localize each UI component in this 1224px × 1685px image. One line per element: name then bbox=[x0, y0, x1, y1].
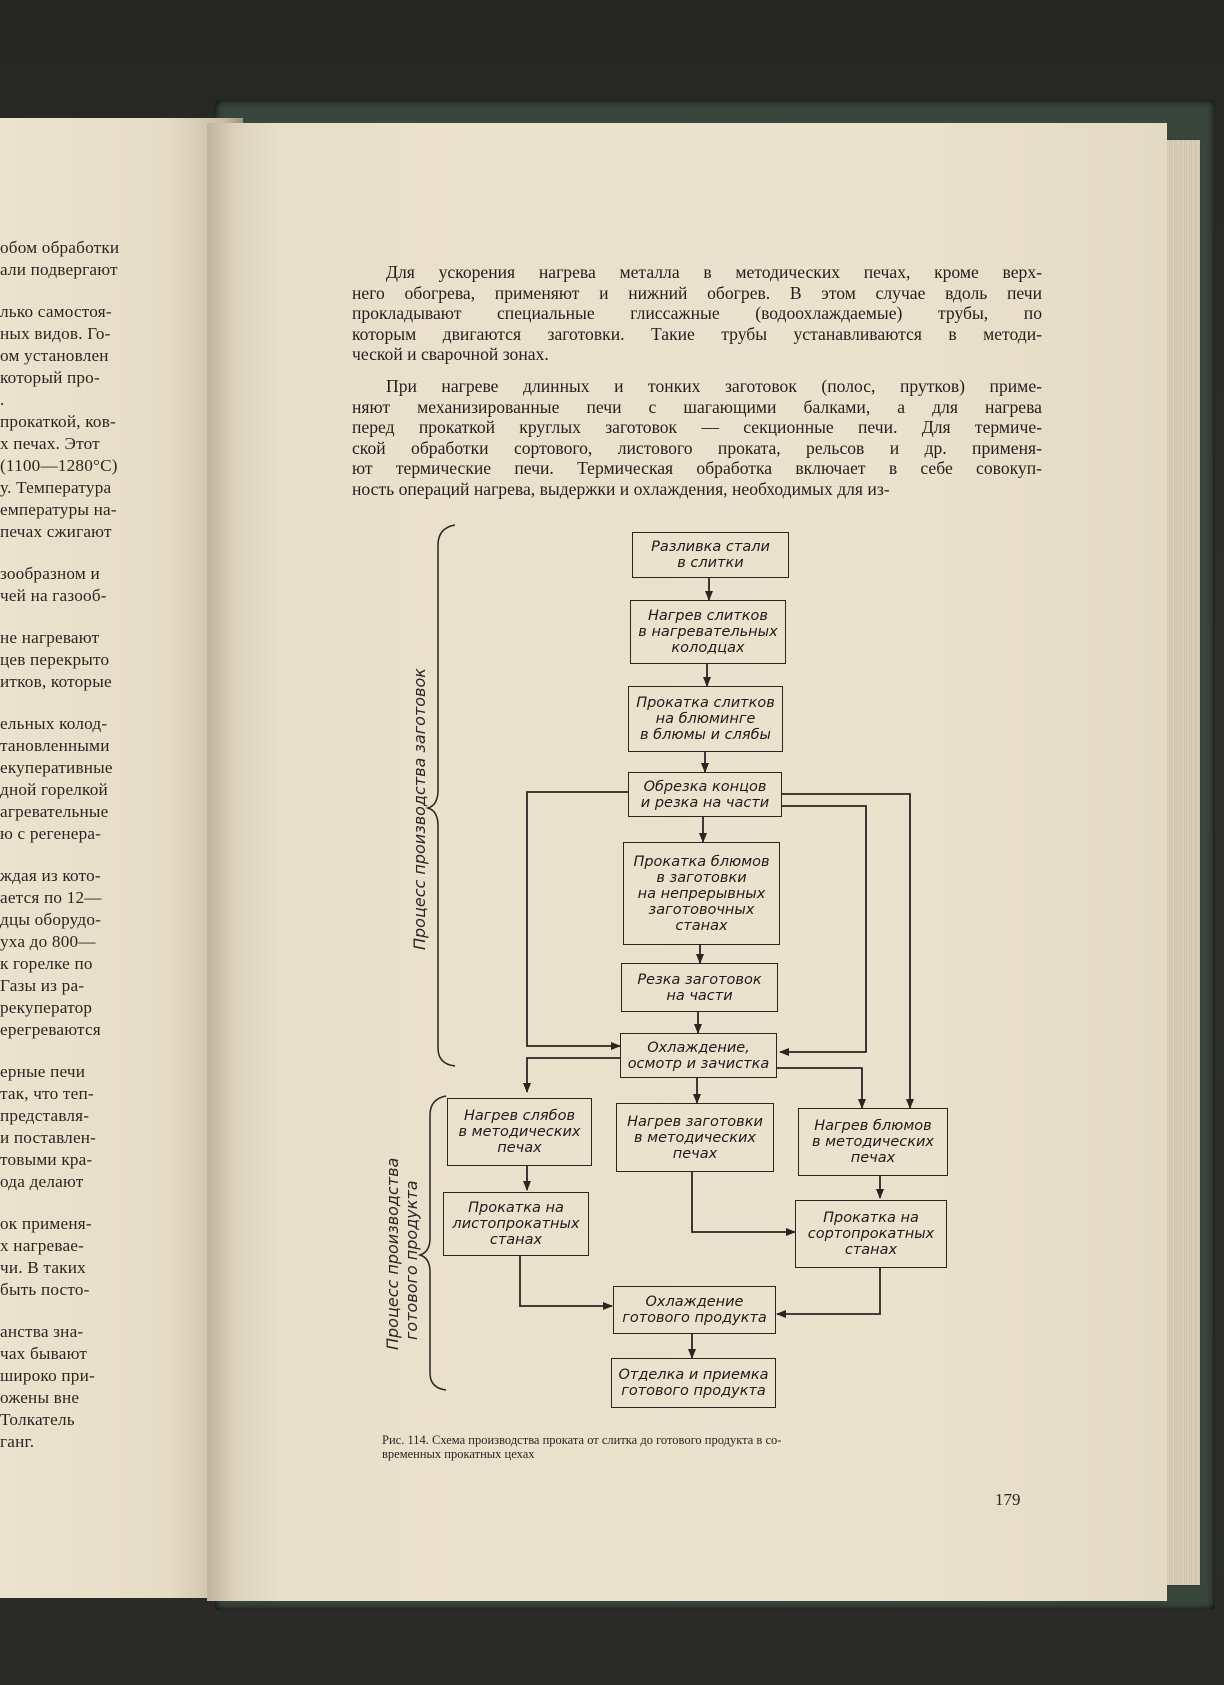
left-page-line: и поставлен- bbox=[0, 1128, 97, 1147]
left-page-line: к горелке по bbox=[0, 954, 93, 973]
left-page-line: ода делают bbox=[0, 1172, 84, 1191]
text-line: перед прокаткой круглых заготовок — секционные печи. Для термиче- bbox=[352, 417, 1042, 437]
box-otdelka: Отделка и приемка готового продукта bbox=[611, 1358, 776, 1408]
left-page-line: х печах. Этот bbox=[0, 434, 100, 453]
left-page-line: ждая из кото- bbox=[0, 866, 101, 885]
left-page-line: ерные печи bbox=[0, 1062, 86, 1081]
text-line: Для ускорения нагрева металла в методических печах, кроме верх- bbox=[386, 262, 1042, 282]
box-prokatka-list: Прокатка на листопрокатных станах bbox=[443, 1192, 589, 1256]
box-nagrev-slitkov: Нагрев слитков в нагревательных колодцах bbox=[630, 600, 786, 664]
left-page-line: Газы из ра- bbox=[0, 976, 85, 995]
left-page-line: анства зна- bbox=[0, 1322, 84, 1341]
arrow-to-slyabov bbox=[527, 1058, 624, 1092]
text-line: прокладывают специальные глиссажные (водоохлаждаемые) трубы, по bbox=[352, 303, 1042, 323]
page-number: 179 bbox=[995, 1490, 1021, 1509]
box-nagrev-blyumov: Нагрев блюмов в методических печах bbox=[798, 1108, 948, 1176]
arrow-list-to-cool bbox=[520, 1256, 612, 1306]
left-page-line: али подвергают bbox=[0, 260, 118, 279]
left-page-line: у. Температура bbox=[0, 478, 112, 497]
left-page-line: ается по 12— bbox=[0, 888, 102, 907]
text-line: которым двигаются заготовки. Такие трубы устанавливаются в методи- bbox=[352, 323, 1042, 344]
left-page-line: Толкатель bbox=[0, 1410, 75, 1429]
left-page-line: быть посто- bbox=[0, 1280, 90, 1299]
box-rezka: Резка заготовок на части bbox=[621, 963, 778, 1012]
left-page-line: ю с регенера- bbox=[0, 824, 102, 843]
box-prokatka-sort: Прокатка на сортопрокатных станах bbox=[795, 1200, 947, 1268]
left-page-line: ельных колод- bbox=[0, 714, 108, 733]
caption-line-2: временных прокатных цехах bbox=[382, 1447, 535, 1461]
left-page-line: екуперативные bbox=[0, 758, 113, 777]
left-page-line: прокаткой, ков- bbox=[0, 412, 116, 431]
left-page-line: ожены вне bbox=[0, 1388, 80, 1407]
arrow-right-bypass bbox=[780, 806, 866, 1052]
left-page-line: ом установлен bbox=[0, 346, 109, 365]
left-page-line: агревательные bbox=[0, 802, 109, 821]
figure-caption bbox=[382, 1433, 942, 1461]
label-produkta-1: Процесс производства bbox=[383, 1157, 402, 1350]
box-ohlazhdenie: Охлаждение, осмотр и зачистка bbox=[620, 1033, 777, 1078]
left-page-line: ных видов. Го- bbox=[0, 324, 111, 343]
left-page-line: чей на газооб- bbox=[0, 586, 107, 605]
left-page-line: который про- bbox=[0, 368, 100, 387]
text-line: ность операций нагрева, выдержки и охлаждения, необходимых для из- bbox=[352, 478, 890, 499]
left-page-line: печах сжигают bbox=[0, 522, 112, 541]
left-page-line: зообразном и bbox=[0, 564, 100, 583]
left-page-line: широко при- bbox=[0, 1366, 95, 1385]
left-page-line: ганг. bbox=[0, 1432, 35, 1451]
box-prokatka-slitkov: Прокатка слитков на блюминге в блюмы и слябы bbox=[628, 686, 783, 752]
arrow-left-bypass bbox=[527, 792, 628, 1046]
text-line: ют термические печи. Термическая обработка включает в себе совокуп- bbox=[352, 458, 1042, 478]
left-page-line: товыми кра- bbox=[0, 1150, 93, 1169]
box-nagrev-slyabov: Нагрев слябов в методических печах bbox=[447, 1098, 592, 1166]
box-obrezka: Обрезка концов и резка на части bbox=[628, 772, 782, 817]
box-razlivka: Разливка стали в слитки bbox=[632, 532, 789, 578]
text-line: ческой и сварочной зонах. bbox=[352, 344, 549, 364]
text-line: ской обработки сортового, листового проката, рельсов и др. применя- bbox=[352, 437, 1042, 458]
brace-zagotovok bbox=[428, 525, 455, 1066]
caption-line-1: Рис. 114. Схема производства проката от слитка до готового продукта в со- bbox=[382, 1433, 782, 1447]
text-line: него обогрева, применяют и нижний обогрев. В этом случае вдоль печи bbox=[352, 282, 1042, 303]
left-page-line: рекуператор bbox=[0, 998, 93, 1017]
left-page-line: чах бывают bbox=[0, 1344, 88, 1363]
left-page-line: так, что теп- bbox=[0, 1084, 94, 1103]
box-nagrev-zagotovki: Нагрев заготовки в методических печах bbox=[616, 1103, 774, 1172]
left-page-line: цев перекрыто bbox=[0, 650, 110, 669]
left-page-line: представля- bbox=[0, 1106, 90, 1125]
left-page-line: (1100—1280°C) bbox=[0, 456, 118, 475]
label-zagotovok: Процесс производства заготовок bbox=[410, 668, 429, 950]
left-page-line: . bbox=[0, 390, 5, 409]
left-page-line: ерегреваются bbox=[0, 1020, 101, 1039]
text-line: няют механизированные печи с шагающими балками, а для нагрева bbox=[352, 396, 1042, 417]
left-page-line: дной горелкой bbox=[0, 780, 108, 799]
left-page-line: чи. В таких bbox=[0, 1258, 86, 1277]
left-page-line: итков, которые bbox=[0, 672, 112, 691]
left-page-line: уха до 800— bbox=[0, 932, 96, 951]
left-page-line: не нагревают bbox=[0, 628, 100, 647]
arrow-to-sort-from-zag bbox=[692, 1172, 795, 1232]
arrow-to-blyumov bbox=[782, 794, 910, 1108]
left-page-line: емпературы на- bbox=[0, 500, 117, 519]
left-page-line: тановленными bbox=[0, 736, 110, 755]
label-produkta-2: готового продукта bbox=[402, 1180, 421, 1340]
box-ohlazhdenie-gp: Охлаждение готового продукта bbox=[613, 1286, 776, 1334]
left-page-line: обом обработки bbox=[0, 238, 120, 257]
arrow-sort-to-cool bbox=[777, 1268, 880, 1314]
left-page-line: ок применя- bbox=[0, 1214, 92, 1233]
arrow-to-blyumov-2 bbox=[776, 1068, 862, 1108]
text-line: При нагреве длинных и тонких заготовок (полос, прутков) приме- bbox=[386, 376, 1042, 396]
left-page-line: х нагревае- bbox=[0, 1236, 85, 1255]
left-page-line: дцы оборудо- bbox=[0, 910, 102, 929]
box-prokatka-blyumov: Прокатка блюмов в заготовки на непрерывных заготовочных станах bbox=[623, 842, 780, 945]
left-page-line: лько самостоя- bbox=[0, 302, 112, 321]
